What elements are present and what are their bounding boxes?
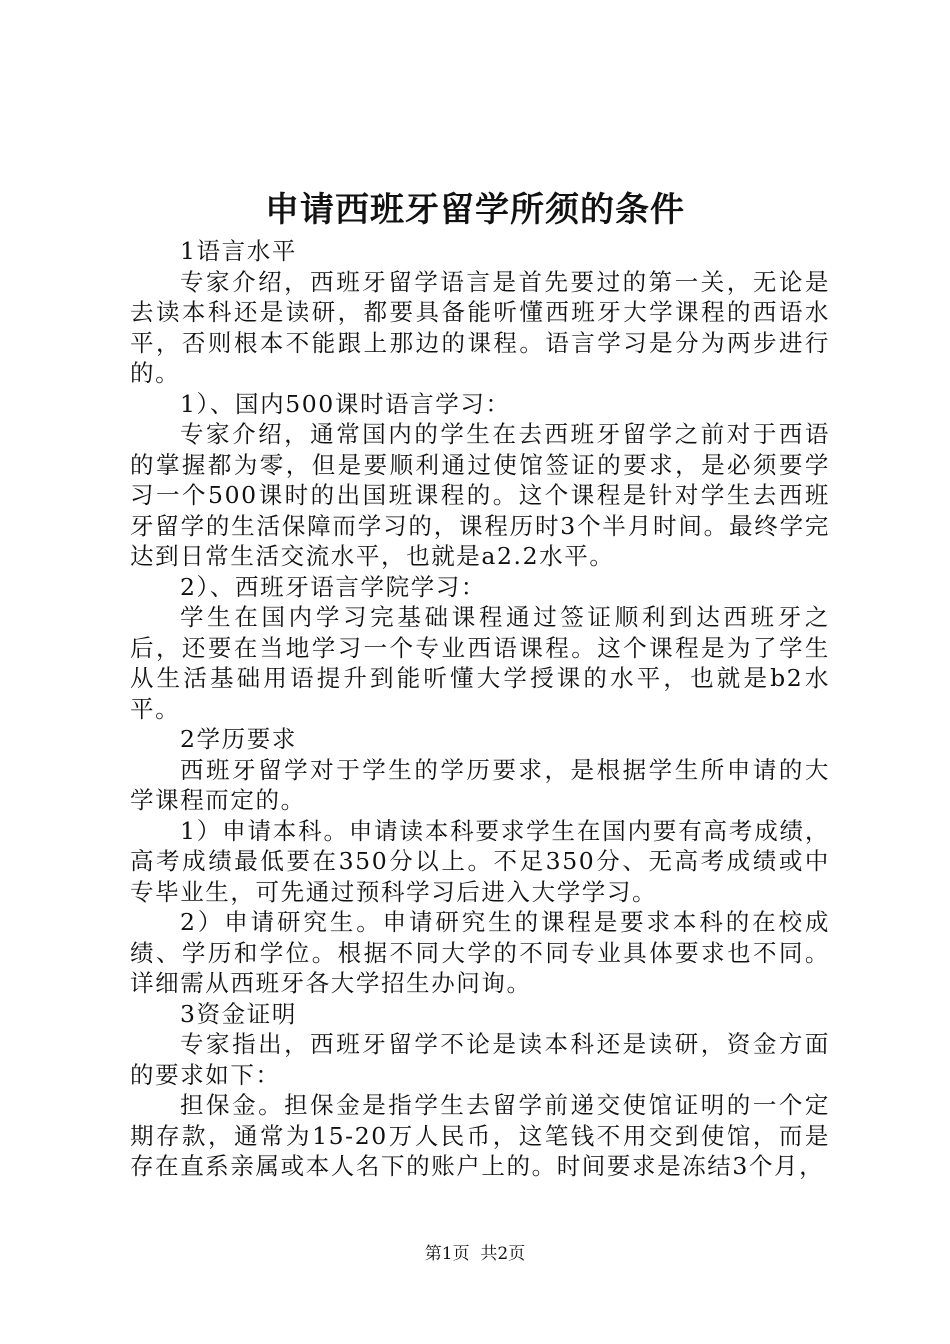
document-body [130,236,830,1182]
paragraph: 专家介绍，通常国内的学生在去西班牙留学之前对于西语的掌握都为零，但是要顺利通过使馆签证的要求，是必须要学习一个500课时的出国班课程的。这个课程是针对学生去西班牙留学的生活保障而学习的，课程历时3个半月时间。最终学完达到日常生活交流水平，也就是a2.2水平。 [130,420,830,570]
page-footer [0,1242,950,1266]
section-heading-education: 2学历要求 [180,725,297,753]
section-heading-language: 1语言水平 [180,237,297,265]
paragraph: 担保金。担保金是指学生去留学前递交使馆证明的一个定期存款，通常为15-20万人民币，这笔钱不用交到使馆，而是存在直系亲属或本人名下的账户上的。时间要求是冻结3个月， [130,1091,830,1180]
page-number: 第1页 共2页 [424,1244,526,1264]
subsection-heading-spain-school: 2）、西班牙语言学院学习： [180,572,487,601]
paragraph: 学生在国内学习完基础课程通过签证顺利到达西班牙之后，还要在当地学习一个专业西语课程。这个课程是为了学生从生活基础用语提升到能听懂大学授课的水平，也就是b2水平。 [130,603,830,723]
paragraph: 专家指出，西班牙留学不论是读本科还是读研，资金方面的要求如下： [130,1030,830,1089]
paragraph: 1）申请本科。申请读本科要求学生在国内要有高考成绩，高考成绩最低要在350分以上。不足350分、无高考成绩或中专毕业生，可先通过预科学习后进入大学学习。 [130,816,830,906]
page-title: 申请西班牙留学所须的条件 [265,190,685,230]
paragraph: 西班牙留学对于学生的学历要求，是根据学生所申请的大学课程而定的。 [130,755,830,814]
paragraph: 专家介绍，西班牙留学语言是首先要过的第一关，无论是去读本科还是读研，都要具备能听懂西班牙大学课程的西语水平，否则根本不能跟上那边的课程。语言学习是分为两步进行的。 [130,267,830,387]
section-heading-funds: 3资金证明 [180,999,297,1028]
paragraph: 2）申请研究生。申请研究生的课程是要求本科的在校成绩、学历和学位。根据不同大学的不同专业具体要求也不同。详细需从西班牙各大学招生办问询。 [130,908,830,997]
subsection-heading-domestic: 1）、国内500课时语言学习： [180,389,511,418]
